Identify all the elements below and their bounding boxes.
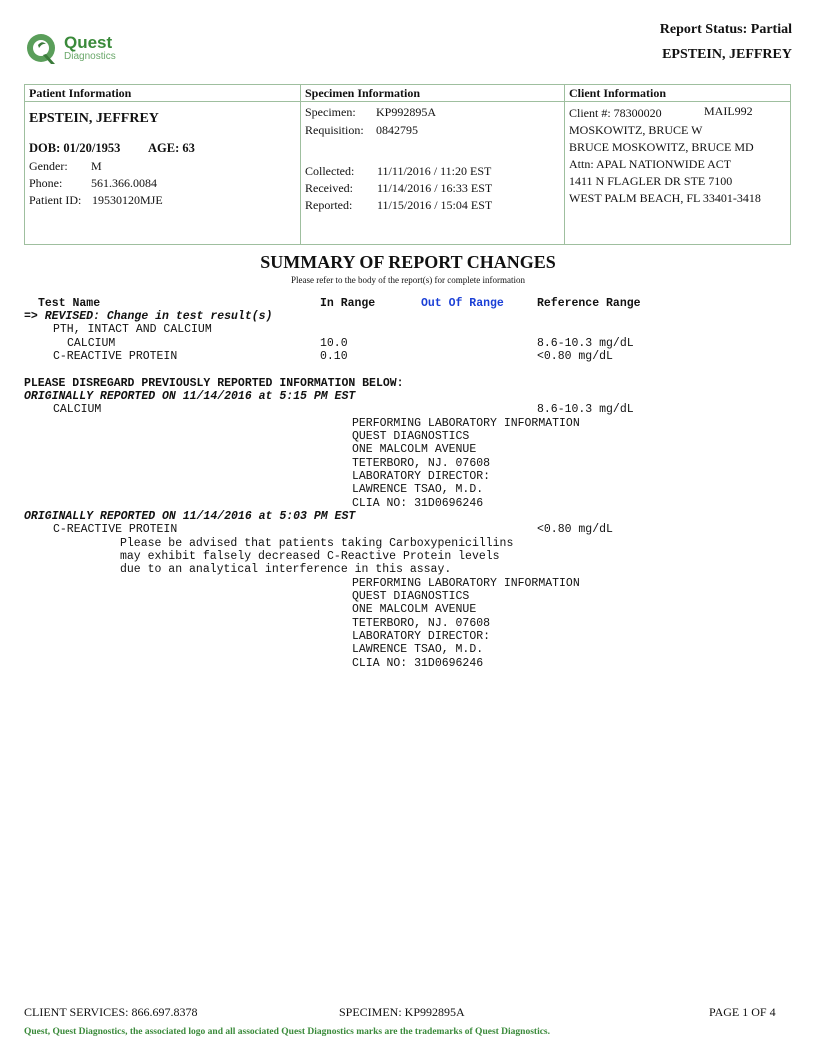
gender-label: Gender: [29, 159, 68, 173]
received-label: Received: [305, 181, 353, 195]
collected-label: Collected: [305, 164, 355, 178]
reported-value: 11/15/2016 / 15:04 EST [377, 198, 493, 212]
patient-id-label: Patient ID: [29, 193, 82, 207]
gender-value: M [91, 159, 102, 173]
client-mail-code: MAIL992 [704, 104, 753, 118]
lab-info-line: CLIA NO: 31D0696246 [352, 497, 484, 510]
specimen-info-heading: Specimen Information [305, 86, 420, 100]
original-test-ref: <0.80 mg/dL [537, 523, 613, 536]
lab-info-line: QUEST DIAGNOSTICS [352, 590, 470, 603]
lab-info-line: PERFORMING LABORATORY INFORMATION [352, 417, 580, 430]
original-test-name: C-REACTIVE PROTEIN [53, 523, 178, 536]
col-in-range: In Range [320, 297, 376, 310]
specimen-label: Specimen: [305, 105, 356, 119]
original-test-ref: 8.6-10.3 mg/dL [537, 403, 634, 416]
info-divider [300, 85, 301, 244]
phone-value: 561.366.0084 [91, 176, 157, 190]
client-info-heading: Client Information [569, 86, 666, 100]
patient-info-heading: Patient Information [29, 86, 132, 100]
result-row-ref: 8.6-10.3 mg/dL [537, 337, 634, 350]
footer-client-services: CLIENT SERVICES: 866.697.8378 [24, 1005, 198, 1019]
col-reference-range: Reference Range [537, 297, 641, 310]
lab-info-line: LAWRENCE TSAO, M.D. [352, 483, 484, 496]
original-test-name: CALCIUM [53, 403, 102, 416]
logo-brand: Quest [64, 33, 113, 52]
lab-info-line: LABORATORY DIRECTOR: [352, 630, 491, 643]
footer-specimen: SPECIMEN: KP992895A [339, 1005, 465, 1019]
original-report-heading: ORIGINALLY REPORTED ON 11/14/2016 at 5:15 PM EST [24, 390, 356, 403]
advisory-note-line: Please be advised that patients taking Carboxypenicillins [120, 537, 514, 550]
report-status: Report Status: Partial [659, 22, 792, 37]
result-row-in-range: 10.0 [320, 337, 348, 350]
lab-info-line: ONE MALCOLM AVENUE [352, 443, 477, 456]
specimen-value: KP992895A [376, 105, 437, 119]
logo-subbrand: Diagnostics [64, 51, 116, 62]
advisory-note-line: may exhibit falsely decreased C-Reactive Protein levels [120, 550, 500, 563]
lab-info-line: QUEST DIAGNOSTICS [352, 430, 470, 443]
patient-dob: DOB: 01/20/1953 [29, 141, 121, 155]
col-out-of-range: Out Of Range [421, 297, 504, 310]
client-line-5: WEST PALM BEACH, FL 33401-3418 [569, 191, 761, 205]
lab-info-line: PERFORMING LABORATORY INFORMATION [352, 577, 580, 590]
original-report-heading: ORIGINALLY REPORTED ON 11/14/2016 at 5:03 PM EST [24, 510, 356, 523]
footer-trademark: Quest, Quest Diagnostics, the associated logo and all associated Quest Diagnostics marks are the trademarks of Quest Diagnostics. [24, 1027, 551, 1037]
header-patient-name: EPSTEIN, JEFFREY [662, 47, 792, 62]
patient-age: AGE: 63 [148, 141, 195, 155]
result-row-ref: <0.80 mg/dL [537, 350, 613, 363]
lab-info-line: TETERBORO, NJ. 07608 [352, 457, 491, 470]
client-number: Client #: 78300020 [569, 106, 662, 120]
client-line-3: Attn: APAL NATIONWIDE ACT [569, 157, 732, 171]
lab-info-line: TETERBORO, NJ. 07608 [352, 617, 491, 630]
lab-info-line: LABORATORY DIRECTOR: [352, 470, 491, 483]
info-divider [564, 85, 565, 244]
info-box [24, 84, 791, 245]
advisory-note-line: due to an analytical interference in this assay. [120, 563, 452, 576]
disregard-notice: PLEASE DISREGARD PREVIOUSLY REPORTED INFORMATION BELOW: [24, 377, 404, 390]
requisition-value: 0842795 [376, 123, 418, 137]
received-value: 11/14/2016 / 16:33 EST [377, 181, 493, 195]
summary-title: SUMMARY OF REPORT CHANGES [260, 252, 556, 272]
patient-id-value: 19530120MJE [92, 193, 163, 207]
summary-subtitle: Please refer to the body of the report(s) for complete information [291, 275, 525, 285]
client-line-1: MOSKOWITZ, BRUCE W [569, 123, 703, 137]
result-row-name: CALCIUM [67, 337, 116, 350]
lab-info-line: LAWRENCE TSAO, M.D. [352, 643, 484, 656]
lab-info-line: ONE MALCOLM AVENUE [352, 603, 477, 616]
client-line-2: BRUCE MOSKOWITZ, BRUCE MD [569, 140, 754, 154]
quest-logo [24, 30, 144, 70]
footer-page-number: PAGE 1 OF 4 [709, 1005, 776, 1019]
phone-label: Phone: [29, 176, 63, 190]
requisition-label: Requisition: [305, 123, 364, 137]
patient-name: EPSTEIN, JEFFREY [29, 111, 159, 126]
quest-logo-icon [24, 30, 60, 66]
result-row-in-range: 0.10 [320, 350, 348, 363]
lab-info-line: CLIA NO: 31D0696246 [352, 657, 484, 670]
col-test-name: Test Name [38, 297, 101, 310]
collected-value: 11/11/2016 / 11:20 EST [377, 164, 492, 178]
result-row-name: C-REACTIVE PROTEIN [53, 350, 178, 363]
reported-label: Reported: [305, 198, 353, 212]
revised-heading: => REVISED: Change in test result(s) [24, 310, 273, 323]
test-group: PTH, INTACT AND CALCIUM [53, 323, 212, 336]
client-line-4: 1411 N FLAGLER DR STE 7100 [569, 174, 733, 188]
